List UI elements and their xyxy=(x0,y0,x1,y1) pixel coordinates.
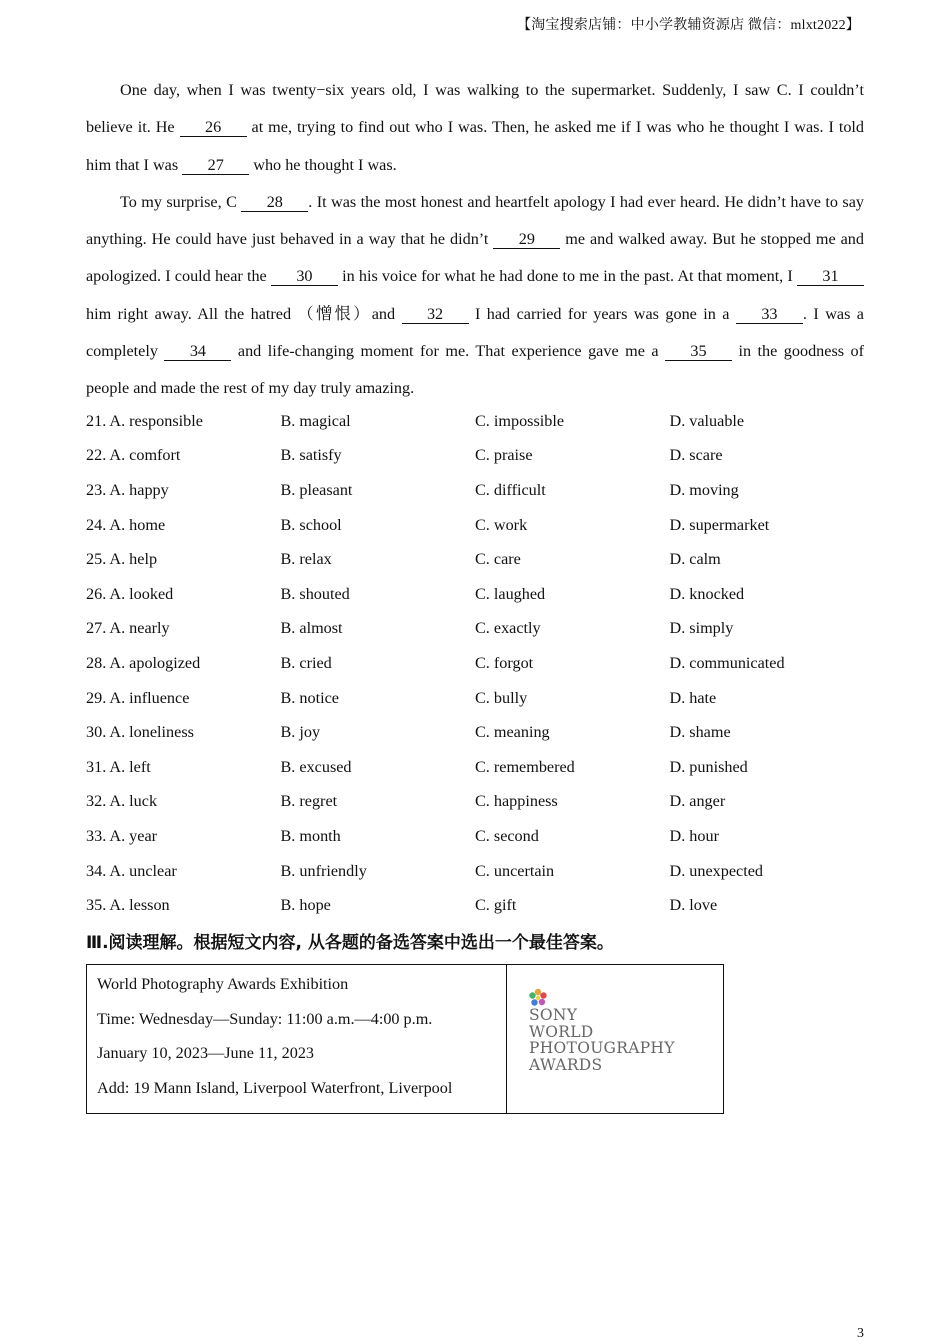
question-25-options xyxy=(86,542,866,577)
exhibition-ad xyxy=(86,964,724,1114)
option-a: 34. A. unclear xyxy=(86,861,177,880)
blank-35: 35 xyxy=(665,342,732,361)
blank-31: 31 xyxy=(797,267,864,286)
question-30-options xyxy=(86,715,866,750)
blank-30: 30 xyxy=(271,267,338,286)
option-b: B. joy xyxy=(280,723,321,742)
exhibition-address: Add: 19 Mann Island, Liverpool Waterfront, Liverpool xyxy=(97,1078,453,1097)
paragraph-2 xyxy=(86,184,864,408)
exhibition-dates: January 10, 2023—June 11, 2023 xyxy=(97,1044,315,1063)
page-number: 3 xyxy=(857,1326,864,1341)
option-c: C. laughed xyxy=(475,584,546,603)
option-c: C. meaning xyxy=(475,723,550,742)
question-31-options xyxy=(86,750,866,785)
option-b: B. excused xyxy=(280,757,352,776)
option-a: 26. A. looked xyxy=(86,584,174,603)
logo-line: WORLD xyxy=(529,1022,594,1041)
option-b: B. almost xyxy=(280,619,343,638)
question-29-options xyxy=(86,681,866,716)
section-title: Ⅲ.阅读理解。根据短文内容, 从各题的备选答案中选出一个最佳答案。 xyxy=(86,933,614,953)
option-d: D. calm xyxy=(669,550,721,569)
option-d: D. knocked xyxy=(669,584,745,603)
passage-text: . It was the most honest and heartfelt apology I had ever heard. He didn’t have to say anything. He could have just behaved in a way that he didn’t xyxy=(86,192,864,249)
question-23-options xyxy=(86,473,866,508)
option-a: 27. A. nearly xyxy=(86,619,170,638)
option-b: B. school xyxy=(280,515,342,534)
option-c: C. exactly xyxy=(475,619,541,638)
passage-text: and life-changing moment for me. That experience gave me a xyxy=(231,342,666,361)
option-b: B. month xyxy=(280,826,341,845)
passage-text: in the goodness of people and made the rest of my day truly amazing. xyxy=(86,342,865,398)
option-c: C. work xyxy=(475,515,528,534)
option-b: B. pleasant xyxy=(280,480,353,499)
question-27-options xyxy=(86,612,866,647)
option-a: 28. A. apologized xyxy=(86,653,201,672)
option-a: 33. A. year xyxy=(86,826,158,845)
option-d: D. supermarket xyxy=(669,515,770,534)
passage-text: who he thought I was. xyxy=(249,155,397,174)
option-d: D. love xyxy=(669,896,718,915)
option-a: 22. A. comfort xyxy=(86,446,181,465)
option-d: D. shame xyxy=(669,723,731,742)
question-21-options xyxy=(86,404,866,439)
option-c: C. care xyxy=(475,550,521,569)
page-header: 【淘宝搜索店铺：中小学教辅资源店 微信：mlxt2022】 xyxy=(517,18,860,33)
option-b: B. satisfy xyxy=(280,446,342,465)
option-d: D. hour xyxy=(669,826,719,845)
option-c: C. remembered xyxy=(475,757,575,776)
option-a: 23. A. happy xyxy=(86,480,169,499)
question-35-options xyxy=(86,888,866,923)
blank-28: 28 xyxy=(241,193,308,212)
question-28-options xyxy=(86,646,866,681)
option-d: D. hate xyxy=(669,688,717,707)
passage-text: I had carried for years was gone in a xyxy=(468,304,736,323)
blank-27: 27 xyxy=(182,156,249,175)
passage-text: me and walked away. But he stopped me and apologized. I could hear the xyxy=(86,230,864,286)
option-a: 32. A. luck xyxy=(86,792,158,811)
question-33-options xyxy=(86,819,866,854)
passage-text: at me, trying to find out who I was. Then, he asked me if I was who he thought I was. I told him that I was xyxy=(86,118,864,174)
option-d: D. communicated xyxy=(669,653,785,672)
option-c: C. difficult xyxy=(475,480,546,499)
option-b: B. magical xyxy=(280,411,351,430)
option-d: D. scare xyxy=(669,446,723,465)
option-a: 31. A. left xyxy=(86,757,151,776)
paragraph-1 xyxy=(86,72,864,184)
option-b: B. hope xyxy=(280,896,331,915)
option-a: 35. A. lesson xyxy=(86,896,170,915)
blank-32: 32 xyxy=(402,305,469,324)
option-c: C. bully xyxy=(475,688,528,707)
option-d: D. unexpected xyxy=(669,861,763,880)
passage-text: One day, when I was twenty−six years old, I was walking to the supermarket. Suddenly, I saw C. I couldn’t believe it. He xyxy=(86,81,864,137)
option-a: 25. A. help xyxy=(86,550,158,569)
answer-options xyxy=(86,404,866,923)
option-c: C. uncertain xyxy=(475,861,555,880)
option-d: D. moving xyxy=(669,480,739,499)
blank-29: 29 xyxy=(493,230,560,249)
option-d: D. valuable xyxy=(669,411,745,430)
option-d: D. anger xyxy=(669,792,726,811)
option-d: D. punished xyxy=(669,757,748,776)
option-c: C. second xyxy=(475,826,539,845)
option-d: D. simply xyxy=(669,619,734,638)
option-b: B. notice xyxy=(280,688,339,707)
option-c: C. impossible xyxy=(475,411,565,430)
option-c: C. gift xyxy=(475,896,517,915)
blank-26: 26 xyxy=(180,118,247,137)
option-c: C. forgot xyxy=(475,653,534,672)
option-a: 29. A. influence xyxy=(86,688,190,707)
option-a: 24. A. home xyxy=(86,515,166,534)
option-a: 30. A. loneliness xyxy=(86,723,194,742)
option-b: B. shouted xyxy=(280,584,350,603)
logo-line: PHOTOUGRAPHY xyxy=(529,1039,675,1057)
option-a: 21. A. responsible xyxy=(86,411,203,430)
blank-33: 33 xyxy=(736,305,803,324)
question-34-options xyxy=(86,854,866,889)
exhibition-time: Time: Wednesday—Sunday: 11:00 a.m.—4:00 p.m. xyxy=(97,1009,433,1028)
option-c: C. praise xyxy=(475,446,533,465)
question-32-options xyxy=(86,785,866,820)
logo-line: AWARDS xyxy=(529,1055,603,1074)
option-b: B. unfriendly xyxy=(280,861,367,880)
question-22-options xyxy=(86,439,866,474)
passage-text: in his voice for what he had done to me in the past. At that moment, I xyxy=(337,267,797,286)
option-b: B. cried xyxy=(280,653,332,672)
exhibition-info xyxy=(87,965,507,1113)
logo-panel xyxy=(507,965,723,1113)
option-b: B. relax xyxy=(280,550,332,569)
passage-text: him right away. All the hatred （憎恨）and xyxy=(86,304,402,323)
question-26-options xyxy=(86,577,866,612)
question-24-options xyxy=(86,508,866,543)
logo-line: SONY xyxy=(529,1006,578,1024)
passage-text: . I was a completely xyxy=(86,304,864,361)
option-c: C. happiness xyxy=(475,792,558,811)
passage-text: To my surprise, C xyxy=(120,192,242,211)
blank-34: 34 xyxy=(164,342,231,361)
exhibition-name: World Photography Awards Exhibition xyxy=(97,975,349,993)
option-b: B. regret xyxy=(280,792,338,811)
reading-passage xyxy=(86,72,864,408)
logo-text xyxy=(529,1007,675,1073)
